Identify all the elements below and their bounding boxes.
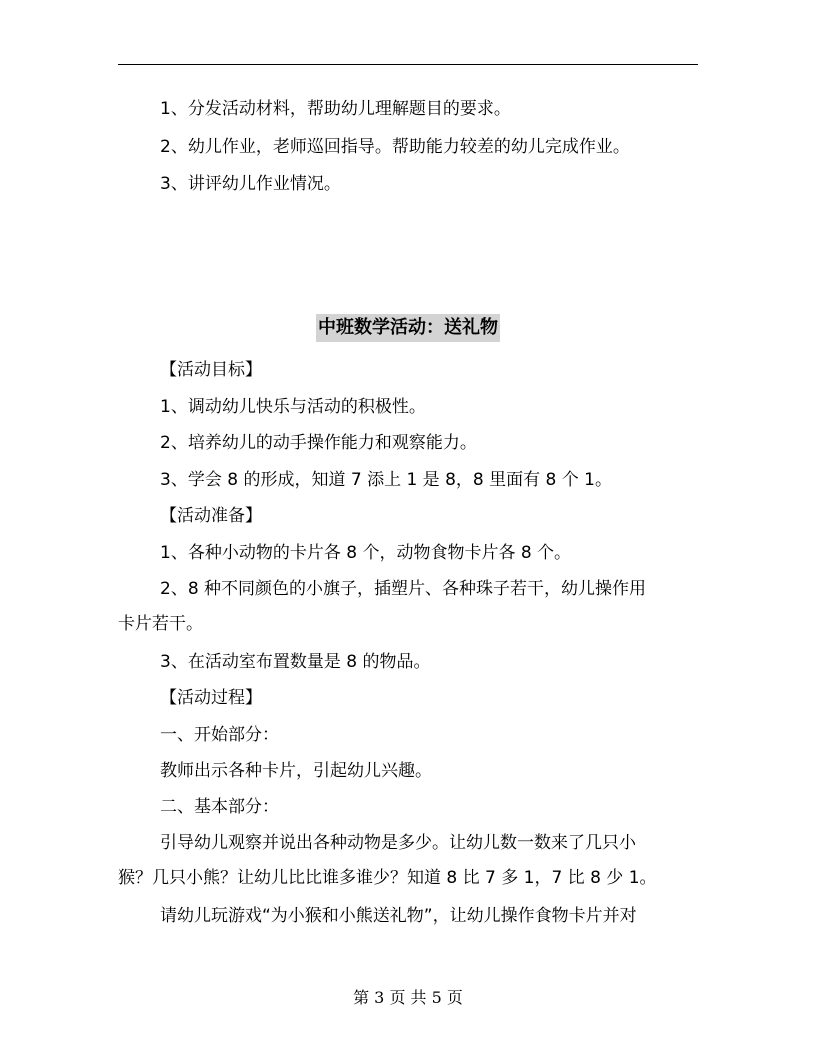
page-footer: 第 3 页 共 5 页 bbox=[353, 988, 463, 1007]
section-heading-goals: 【活动目标】 bbox=[160, 360, 262, 380]
process-text-continuation: 猴？几只小熊？让幼儿比比谁多谁少？知道 8 比 7 多 1，7 比 8 少 1。 bbox=[118, 868, 657, 888]
section-heading-process: 【活动过程】 bbox=[160, 688, 262, 708]
prep-item-continuation: 卡片若干。 bbox=[118, 614, 203, 634]
prep-item: 3、在活动室布置数量是 8 的物品。 bbox=[160, 652, 431, 672]
process-subheading: 一、开始部分： bbox=[160, 725, 279, 745]
goal-item: 2、培养幼儿的动手操作能力和观察能力。 bbox=[160, 433, 477, 453]
page-title: 中班数学活动：送礼物 bbox=[316, 314, 500, 342]
prep-item: 2、8 种不同颜色的小旗子，插塑片、各种珠子若干，幼儿操作用 bbox=[160, 579, 647, 599]
process-text: 请幼儿玩游戏“为小猴和小熊送礼物”，让幼儿操作食物卡片并对 bbox=[160, 906, 637, 926]
list-item: 1、分发活动材料，帮助幼儿理解题目的要求。 bbox=[160, 99, 511, 119]
header-rule bbox=[118, 64, 698, 65]
section-heading-prep: 【活动准备】 bbox=[160, 506, 262, 526]
title-wrapper bbox=[0, 314, 816, 342]
goal-item: 1、调动幼儿快乐与活动的积极性。 bbox=[160, 397, 426, 417]
process-text: 引导幼儿观察并说出各种动物是多少。让幼儿数一数来了几只小 bbox=[160, 833, 636, 853]
list-item: 3、讲评幼儿作业情况。 bbox=[160, 174, 341, 194]
prep-item: 1、各种小动物的卡片各 8 个，动物食物卡片各 8 个。 bbox=[160, 543, 572, 563]
goal-item: 3、学会 8 的形成，知道 7 添上 1 是 8，8 里面有 8 个 1。 bbox=[160, 470, 612, 490]
process-text: 教师出示各种卡片，引起幼儿兴趣。 bbox=[160, 761, 432, 781]
list-item: 2、幼儿作业，老师巡回指导。帮助能力较差的幼儿完成作业。 bbox=[160, 137, 630, 157]
process-subheading: 二、基本部分： bbox=[160, 797, 279, 817]
